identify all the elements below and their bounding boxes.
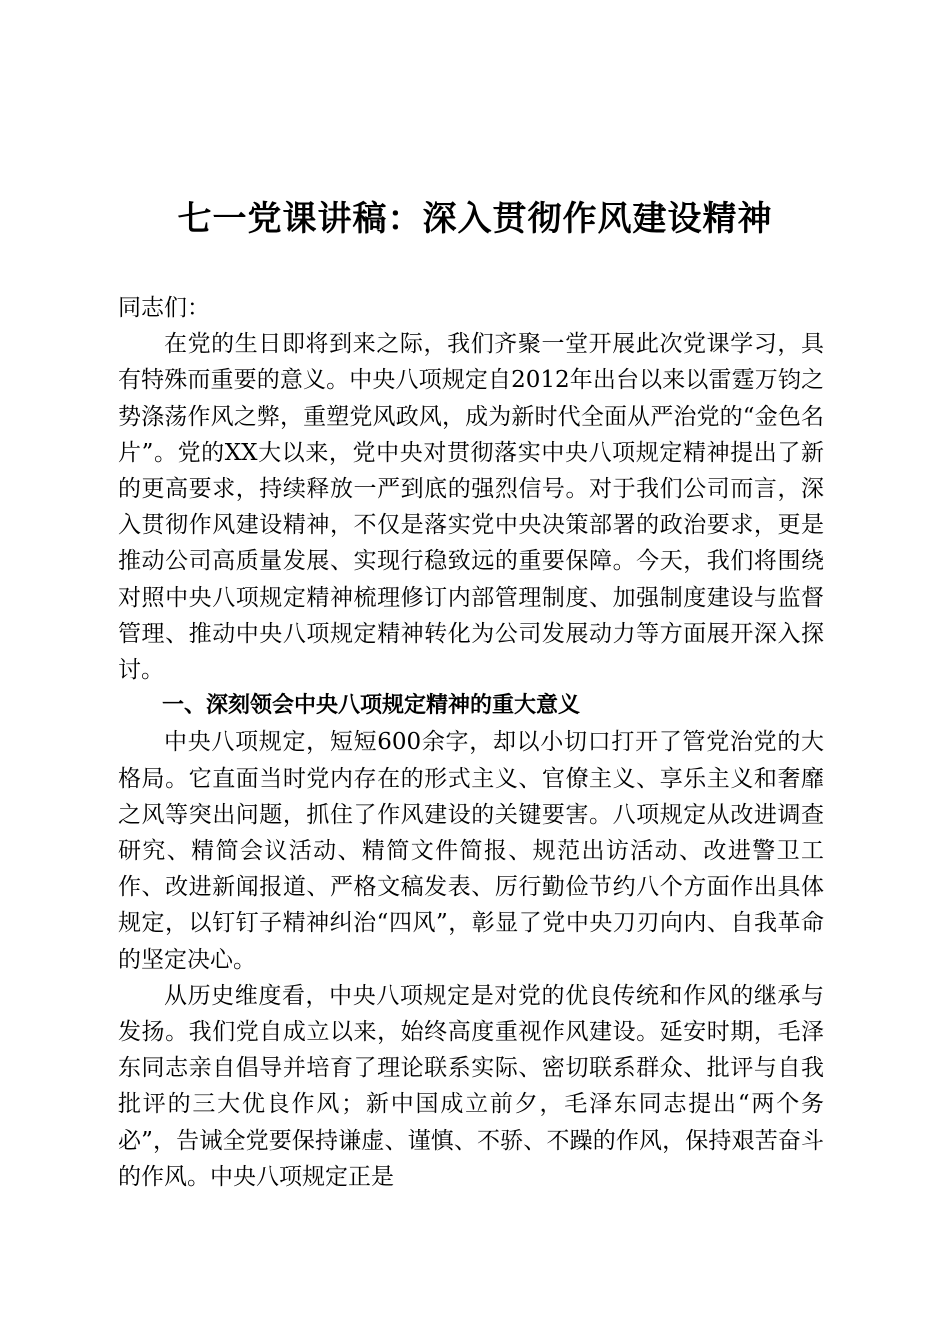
section-heading-1: 一、深刻领会中央八项规定精神的重大意义 <box>162 693 581 719</box>
section-1-paragraph-1: 中央八项规定，短短600余字，却以小切口打开了管党治党的大格局。它直面当时党内存在的形式主义、官僚主义、享乐主义和奢靡之风等突出问题，抓住了作风建设的关键要害。八项规定从改进调查研究、精简会议活动、精简文件简报、规范出访活动、改进警卫工作、改进新闻报道、严格文稿发表、厉行勤俭节约八个方面作出具体规定，以钉钉子精神纠治“四风”，彰显了党中央刀刃向内、自我革命的坚定决心。 <box>118 729 824 973</box>
intro-paragraph: 在党的生日即将到来之际，我们齐聚一堂开展此次党课学习，具有特殊而重要的意义。中央八项规定自2012年出台以来以雷霆万钧之势涤荡作风之弊，重塑党风政风，成为新时代全面从严治党的“金色名片”。党的XX大以来，党中央对贯彻落实中央八项规定精神提出了新的更高要求，持续释放一严到底的强烈信号。对于我们公司而言，深入贯彻作风建设精神，不仅是落实党中央决策部署的政治要求，更是推动公司高质量发展、实现行稳致远的重要保障。今天，我们将围绕对照中央八项规定精神梳理修订内部管理制度、加强制度建设与监督管理、推动中央八项规定精神转化为公司发展动力等方面展开深入探讨。 <box>118 331 824 684</box>
section-1-paragraph-2: 从历史维度看，中央八项规定是对党的优良传统和作风的继承与发扬。我们党自成立以来，始终高度重视作风建设。延安时期，毛泽东同志亲自倡导并培育了理论联系实际、密切联系群众、批评与自我批评的三大优良作风；新中国成立前夕，毛泽东同志提出“两个务必”，告诫全党要保持谦虚、谨慎、不骄、不躁的作风，保持艰苦奋斗的作风。中央八项规定正是 <box>118 982 824 1190</box>
document-body <box>118 290 824 1195</box>
salutation: 同志们： <box>118 295 210 321</box>
document-title: 七一党课讲稿：深入贯彻作风建设精神 <box>177 199 773 239</box>
